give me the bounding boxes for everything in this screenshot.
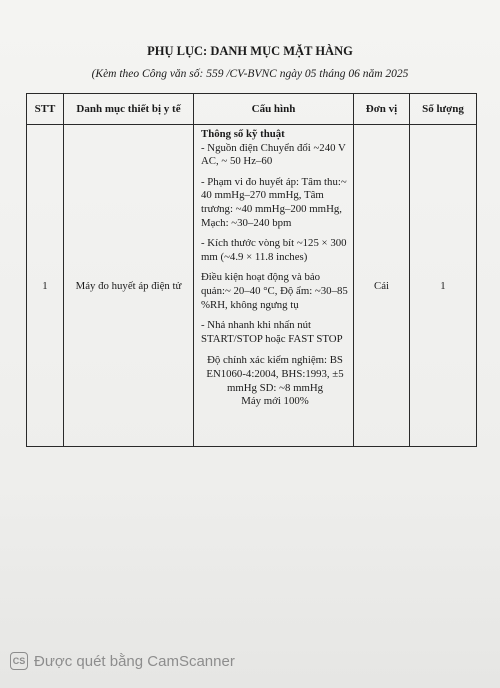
- header-quantity: Số lượng: [410, 94, 477, 125]
- header-device-name: Danh mục thiết bị y tế: [64, 94, 194, 125]
- header-unit: Đơn vị: [354, 94, 410, 125]
- header-stt: STT: [27, 94, 64, 125]
- cell-stt: 1: [27, 125, 64, 447]
- watermark-text: Được quét bằng CamScanner: [34, 652, 235, 670]
- config-accuracy: Độ chính xác kiểm nghiệm: BS EN1060-4:2004, BHS:1993, ±5 mmHg SD: ~8 mmHg: [206, 354, 344, 394]
- cell-unit: Cái: [354, 125, 410, 447]
- document-title: PHỤ LỤC: DANH MỤC MẶT HÀNG: [147, 44, 353, 58]
- config-item-power: - Nguồn điện Chuyển đổi ~240 V AC, ~ 50 Hz–60: [201, 141, 346, 168]
- config-condition: Máy mới 100%: [241, 395, 309, 408]
- header-configuration: Cấu hình: [194, 94, 354, 125]
- config-item-range: - Phạm vi đo huyết áp: Tâm thu:~ 40 mmHg–270 mmHg, Tâm trương: ~40 mmHg–200 mmHg, Mạch: ~30–240 bpm: [201, 175, 347, 229]
- cell-quantity: 1: [410, 125, 477, 447]
- config-heading: Thông số kỹ thuật: [201, 128, 285, 140]
- scanner-watermark: [10, 650, 235, 672]
- config-item-release: - Nhả nhanh khi nhấn nút START/STOP hoặc FAST STOP: [201, 319, 343, 345]
- cell-device-name: Máy đo huyết áp điện tử: [64, 125, 194, 447]
- table-header-row: [27, 94, 477, 125]
- table-row: [27, 125, 477, 447]
- cell-configuration: [194, 125, 354, 447]
- camscanner-logo-icon: CS: [10, 652, 28, 670]
- document-subtitle: (Kèm theo Công văn số: 559 /CV-BVNC ngày 05 tháng 06 năm 2025: [91, 68, 409, 80]
- config-item-cuff: - Kích thước vòng bít ~125 × 300 mm (~4.9 × 11.8 inches): [201, 237, 347, 263]
- equipment-table: [26, 93, 477, 447]
- config-item-environment: Điều kiện hoạt động và bảo quản:~ 20–40 °C, Độ ẩm: ~30–85 %RH, không ngưng tụ: [201, 271, 348, 311]
